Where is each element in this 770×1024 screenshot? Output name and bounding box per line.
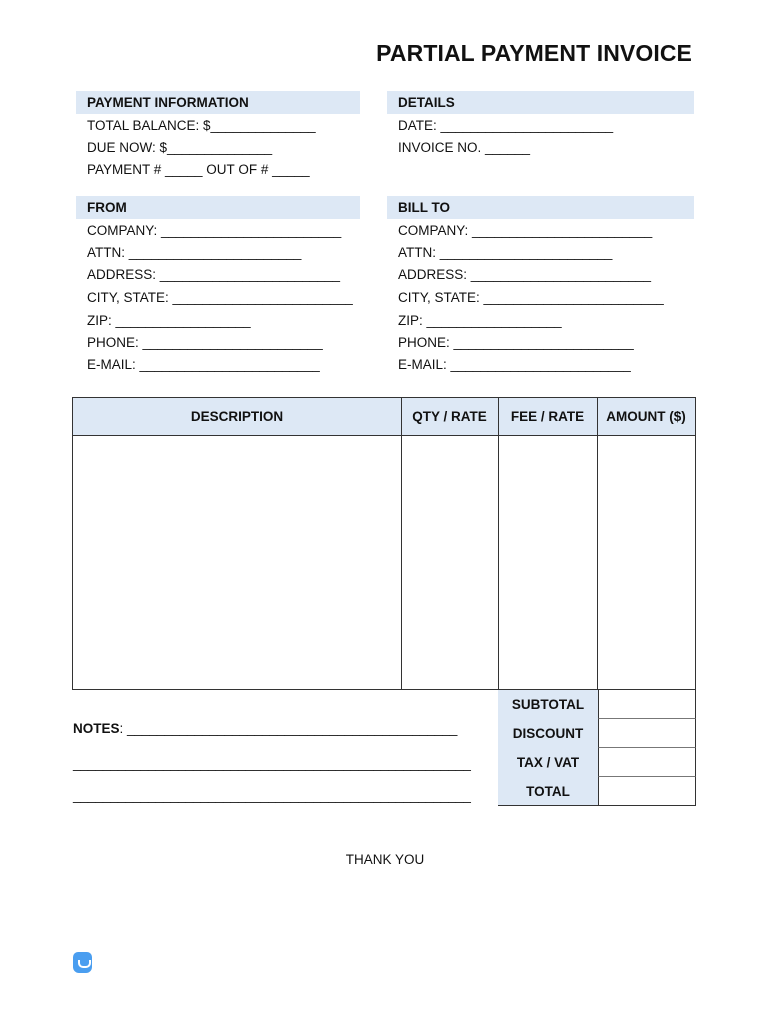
- subtotal-value[interactable]: [598, 690, 696, 719]
- details-header: DETAILS: [387, 91, 694, 114]
- tax-vat-label: TAX / VAT: [498, 748, 598, 777]
- tax-vat-value[interactable]: [598, 748, 696, 777]
- qty-rate-cell[interactable]: [402, 435, 498, 689]
- notes-line-1: : ____________________________________________: [119, 721, 458, 736]
- from-email-field[interactable]: E-MAIL: ________________________: [87, 357, 320, 372]
- total-label: TOTAL: [498, 777, 598, 806]
- column-description: DESCRIPTION: [190, 409, 284, 424]
- bill-to-attn-field[interactable]: ATTN: _______________________: [398, 245, 613, 260]
- payment-info-header: PAYMENT INFORMATION: [76, 91, 360, 114]
- items-table-header: [73, 398, 695, 436]
- from-header: FROM: [76, 196, 360, 219]
- from-attn-field[interactable]: ATTN: _______________________: [87, 245, 302, 260]
- bill-to-company-field[interactable]: COMPANY: ________________________: [398, 223, 653, 238]
- items-table: [72, 397, 696, 690]
- notes-label: NOTES: [73, 721, 120, 736]
- column-qty-rate: QTY / RATE: [412, 409, 487, 424]
- from-city-state-field[interactable]: CITY, STATE: ________________________: [87, 290, 353, 305]
- total-value[interactable]: [598, 777, 696, 806]
- notes-line-2[interactable]: _____________________________________________________: [73, 756, 471, 771]
- bill-to-header: BILL TO: [387, 196, 694, 219]
- brand-logo-icon: [73, 952, 92, 973]
- amount-cell[interactable]: [598, 435, 695, 689]
- invoice-title: PARTIAL PAYMENT INVOICE: [376, 40, 692, 66]
- total-balance-field[interactable]: TOTAL BALANCE: $______________: [87, 118, 316, 133]
- bill-to-address-field[interactable]: ADDRESS: ________________________: [398, 267, 651, 282]
- due-now-field[interactable]: DUE NOW: $______________: [87, 140, 273, 155]
- subtotal-label: SUBTOTAL: [498, 690, 598, 719]
- discount-label: DISCOUNT: [498, 719, 598, 748]
- column-fee-rate: FEE / RATE: [510, 409, 585, 424]
- invoice-number-field[interactable]: INVOICE NO. ______: [398, 140, 531, 155]
- notes-line-3[interactable]: _____________________________________________________: [73, 788, 471, 803]
- discount-value[interactable]: [598, 719, 696, 748]
- column-amount: AMOUNT ($): [606, 409, 686, 424]
- from-address-field[interactable]: ADDRESS: ________________________: [87, 267, 340, 282]
- payment-number-field[interactable]: PAYMENT # _____ OUT OF # _____: [87, 162, 310, 177]
- bill-to-zip-field[interactable]: ZIP: __________________: [398, 313, 562, 328]
- description-cell[interactable]: [73, 435, 401, 689]
- bill-to-email-field[interactable]: E-MAIL: ________________________: [398, 357, 631, 372]
- from-company-field[interactable]: COMPANY: ________________________: [87, 223, 342, 238]
- bill-to-city-state-field[interactable]: CITY, STATE: ________________________: [398, 290, 664, 305]
- bill-to-phone-field[interactable]: PHONE: ________________________: [398, 335, 634, 350]
- fee-rate-cell[interactable]: [499, 435, 597, 689]
- notes-field[interactable]: [73, 721, 457, 736]
- from-zip-field[interactable]: ZIP: __________________: [87, 313, 251, 328]
- date-field[interactable]: DATE: _______________________: [398, 118, 614, 133]
- from-phone-field[interactable]: PHONE: ________________________: [87, 335, 323, 350]
- thank-you-text: THANK YOU: [345, 852, 425, 867]
